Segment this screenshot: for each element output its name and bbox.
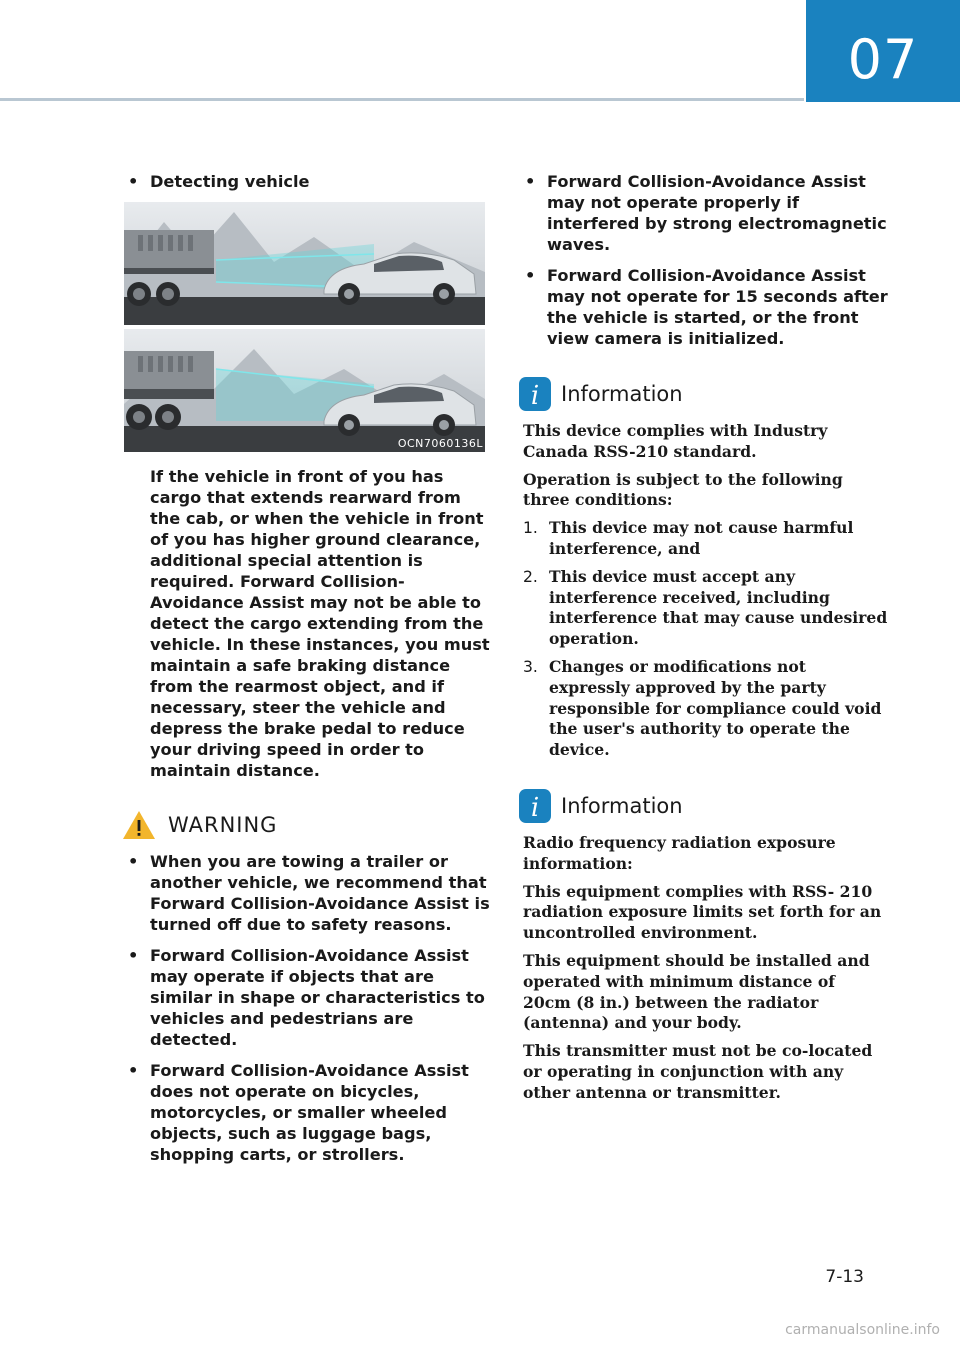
detection-figure xyxy=(124,202,485,454)
detecting-vehicle-paragraph: If the vehicle in front of you has cargo that extends rearward from the cab, or when the vehicle in front of you has higher ground clearance, additional special attention is required. Forward Collision-Avoidance Assist may not be able to detect the cargo extending from the vehicle. In these instances, you must maintain a safe braking distance from the rearmost object, and if necessary, steer the vehicle and depress the brake pedal to reduce your driving speed in order to maintain distance. xyxy=(150,467,490,780)
detecting-vehicle-heading: • Detecting vehicle xyxy=(128,172,310,191)
numbered-item: 1. This device may not cause harmful interference, and xyxy=(523,518,854,558)
information-header-2 xyxy=(519,789,888,823)
limitation-item: • Forward Collision-Avoidance Assist may not operate properly if interfered by strong electromagnetic waves. xyxy=(525,172,887,254)
info-paragraph: Radio frequency radiation exposure information: xyxy=(523,832,836,873)
warning-title: WARNING xyxy=(168,813,278,837)
watermark: carmanualsonline.info xyxy=(785,1322,940,1338)
information-title: Information xyxy=(561,382,683,406)
info-paragraph: This equipment complies with RSS- 210 radiation exposure limits set forth for an uncontrolled environment. xyxy=(523,881,882,943)
info-paragraph: This equipment should be installed and operated with minimum distance of 20cm (8 in.) between the radiator (antenna) and your body. xyxy=(523,950,870,1033)
information-icon xyxy=(519,789,551,823)
numbered-item: 3. Changes or modifications not expressly approved by the party responsible for compliance could void the user's authority to operate the device. xyxy=(523,656,882,760)
header-rule xyxy=(0,98,804,101)
svg-text:i: i xyxy=(530,381,540,411)
numbered-item: 2. This device must accept any interference received, including interference that may cause undesired operation. xyxy=(523,566,888,649)
info-paragraph: This device complies with Industry Canada RSS-210 standard. xyxy=(523,421,828,461)
information-body-2 xyxy=(523,833,888,1104)
warning-item: • When you are towing a trailer or another vehicle, we recommend that Forward Collision-Avoidance Assist is turned off due to safety reasons. xyxy=(128,852,490,934)
svg-text:i: i xyxy=(530,792,540,823)
warning-header xyxy=(122,809,490,841)
information-icon xyxy=(519,377,551,411)
information-body-1 xyxy=(523,421,888,761)
warning-icon xyxy=(122,809,156,841)
right-column xyxy=(523,171,888,1111)
page-number: 7-13 xyxy=(825,1267,864,1287)
info-paragraph: Operation is subject to the following three conditions: xyxy=(523,469,843,510)
figure-panel-cargo xyxy=(124,202,485,325)
information-title: Information xyxy=(561,793,683,818)
info-paragraph: This transmitter must not be co-located or operating in conjunction with any other antenna or transmitter. xyxy=(523,1041,873,1102)
warning-item: • Forward Collision-Avoidance Assist does not operate on bicycles, motorcycles, or smaller wheeled objects, such as luggage bags, shopping carts, or strollers. xyxy=(128,1061,469,1164)
left-column xyxy=(126,171,490,1175)
warning-item: • Forward Collision-Avoidance Assist may operate if objects that are similar in shape or characteristics to vehicles and pedestrians are detected. xyxy=(128,946,485,1049)
figure-panel-clearance xyxy=(124,329,485,452)
chapter-number: 07 xyxy=(847,28,919,91)
limitation-item: • Forward Collision-Avoidance Assist may not operate for 15 seconds after the vehicle is started, or the front view camera is initialized. xyxy=(525,266,888,348)
figure-code: OCN7060136L xyxy=(397,437,483,450)
chapter-tab xyxy=(806,0,960,102)
information-header-1 xyxy=(519,377,888,411)
